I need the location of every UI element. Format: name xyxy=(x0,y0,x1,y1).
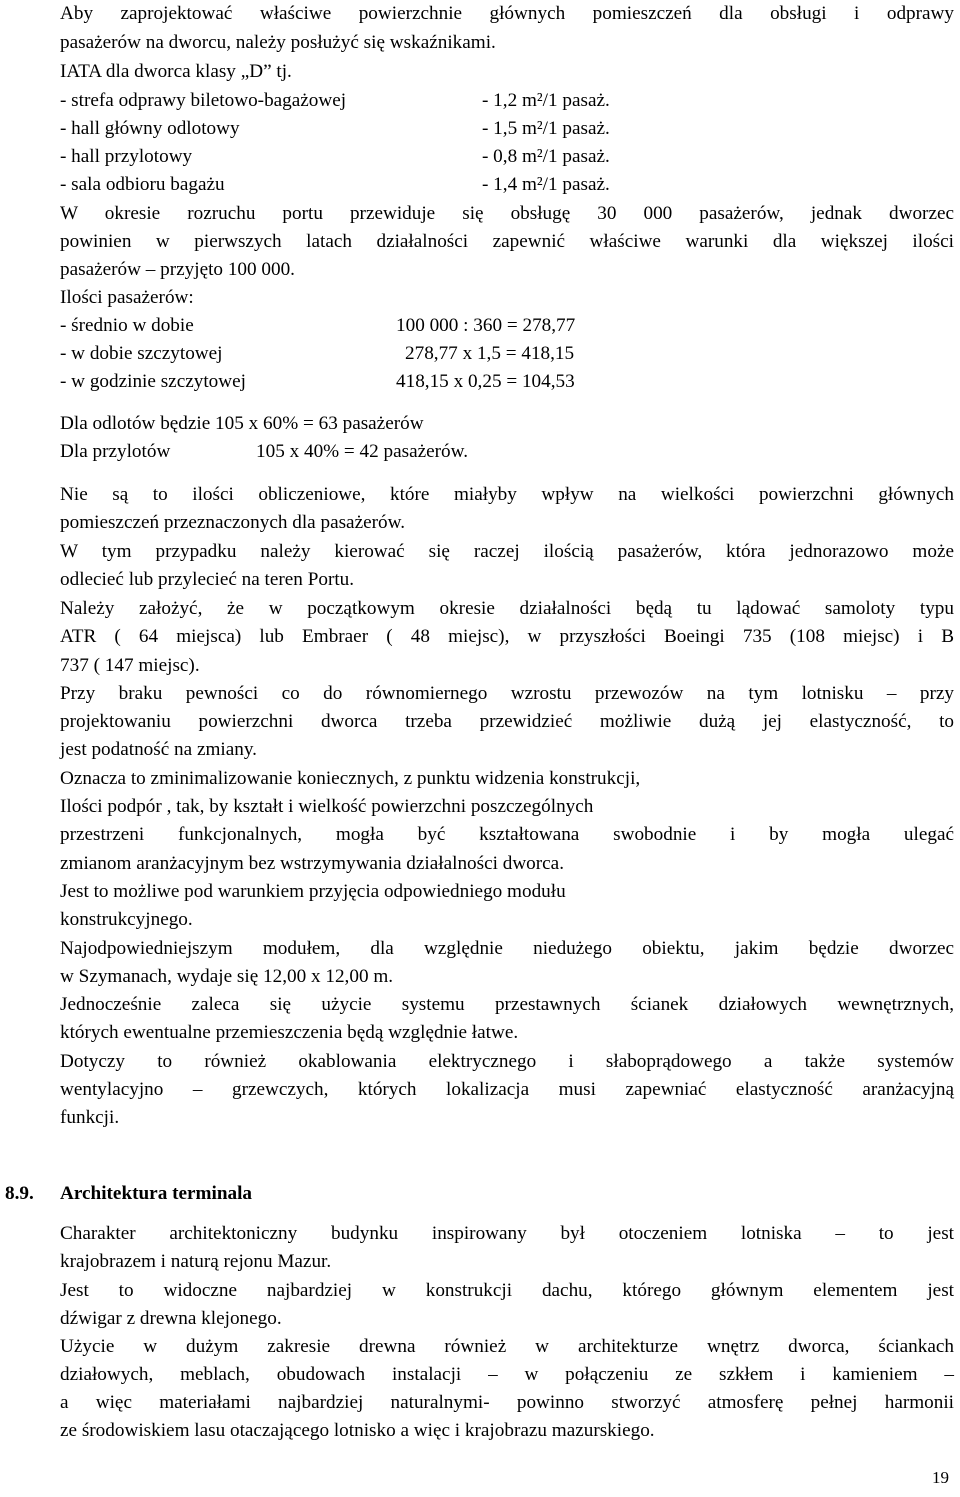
text-line: Jednocześnie zaleca się użycie systemu przestawnych ścianek działowych wewnętrznych, xyxy=(60,994,954,1015)
text-line: funkcji. xyxy=(60,1107,120,1128)
calc-value: 418,15 x 0,25 = 104,53 xyxy=(396,371,575,392)
calc-value: 100 000 : 360 = 278,77 xyxy=(396,315,576,336)
arrivals-label: Dla przylotów xyxy=(60,441,171,462)
iata-label: - hall główny odlotowy xyxy=(60,118,240,139)
iata-label: - sala odbioru bagażu xyxy=(60,174,225,195)
text-line: 737 ( 147 miejsc). xyxy=(60,655,200,676)
text-line: ze środowiskiem lasu otaczającego lotnisko a więc i krajobrazu mazurskiego. xyxy=(60,1420,655,1441)
text-line: powinien w pierwszych latach działalności zapewnić właściwe warunki dla większej ilości xyxy=(60,231,954,252)
text-line: ATR ( 64 miejsca) lub Embraer ( 48 miejsc), w przyszłości Boeingi 735 (108 miejsc) i B xyxy=(60,626,954,647)
iata-value: - 0,8 m²/1 pasaż. xyxy=(482,146,610,167)
text-line: działowych, meblach, obudowach instalacji – w połączeniu ze szkłem i kamieniem – xyxy=(60,1364,954,1385)
text-line: konstrukcyjnego. xyxy=(60,909,193,930)
page-number: 19 xyxy=(932,1468,949,1487)
departures-line: Dla odlotów będzie 105 x 60% = 63 pasażerów xyxy=(60,413,424,434)
text-line: zmianom aranżacyjnym bez wstrzymywania działalności dworca. xyxy=(60,853,564,874)
text-line: pasażerów na dworcu, należy posłużyć się wskaźnikami. xyxy=(60,32,496,53)
text-line: projektowaniu powierzchni dworca trzeba przewidzieć możliwie dużą jej elastyczność, to xyxy=(60,711,954,732)
text-line: Użycie w dużym zakresie drewna również w architekturze wnętrz dworca, ściankach xyxy=(60,1336,954,1357)
text-line: w Szymanach, wydaje się 12,00 x 12,00 m. xyxy=(60,966,394,987)
calc-label: - w godzinie szczytowej xyxy=(60,371,246,392)
text-line: pasażerów – przyjęto 100 000. xyxy=(60,259,295,280)
text-line: Ilości pasażerów: xyxy=(60,287,194,308)
text-line: krajobrazem i naturą rejonu Mazur. xyxy=(60,1251,332,1272)
text-line: Jest to widoczne najbardziej w konstrukcji dachu, którego głównym elementem jest xyxy=(60,1280,954,1301)
iata-value: - 1,5 m²/1 pasaż. xyxy=(482,118,610,139)
text-line: a więc materiałami najbardziej naturalnymi- powinno stworzyć atmosferę pełnej harmonii xyxy=(60,1392,954,1413)
text-line: IATA dla dworca klasy „D” tj. xyxy=(60,61,292,82)
section-title: Architektura terminala xyxy=(60,1183,253,1204)
text-line: których ewentualne przemieszczenia będą względnie łatwe. xyxy=(60,1022,519,1043)
text-line: Przy braku pewności co do równomiernego wzrostu przewozów na tym lotnisku – przy xyxy=(60,683,954,704)
text-line: Oznacza to zminimalizowanie koniecznych, z punktu widzenia konstrukcji, xyxy=(60,768,641,789)
text-line: Aby zaprojektować właściwe powierzchnie głównych pomieszczeń dla obsługi i odprawy xyxy=(60,3,954,24)
arrivals-value: 105 x 40% = 42 pasażerów. xyxy=(256,441,469,462)
text-line: wentylacyjno – grzewczych, których lokalizacja musi zapewniać elastyczność aranżacyjną xyxy=(60,1079,954,1100)
text-line: Charakter architektoniczny budynku inspirowany był otoczeniem lotniska – to jest xyxy=(60,1223,954,1244)
text-line: Jest to możliwe pod warunkiem przyjęcia odpowiedniego modułu xyxy=(60,881,566,902)
calc-value: 278,77 x 1,5 = 418,15 xyxy=(405,343,575,364)
section-number: 8.9. xyxy=(5,1183,34,1204)
iata-value: - 1,2 m²/1 pasaż. xyxy=(482,90,610,111)
text-line: przestrzeni funkcjonalnych, mogła być kształtowana swobodnie i by mogła ulegać xyxy=(60,824,954,845)
text-line: Dotyczy to również okablowania elektrycznego i słaboprądowego a także systemów xyxy=(60,1051,954,1072)
text-line: pomieszczeń przeznaczonych dla pasażerów. xyxy=(60,512,405,533)
text-line: W okresie rozruchu portu przewiduje się obsługę 30 000 pasażerów, jednak dworzec xyxy=(60,203,954,224)
calc-label: - w dobie szczytowej xyxy=(60,343,223,364)
text-line: Najodpowiedniejszym modułem, dla względnie niedużego obiektu, jakim będzie dworzec xyxy=(60,938,954,959)
text-line: W tym przypadku należy kierować się raczej ilością pasażerów, która jednorazowo może xyxy=(60,541,954,562)
iata-label: - hall przylotowy xyxy=(60,146,193,167)
iata-value: - 1,4 m²/1 pasaż. xyxy=(482,174,610,195)
text-line: Nie są to ilości obliczeniowe, które miałyby wpływ na wielkości powierzchni głównych xyxy=(60,484,954,505)
iata-label: - strefa odprawy biletowo-bagażowej xyxy=(60,90,347,111)
text-line: jest podatność na zmiany. xyxy=(60,739,257,760)
calc-label: - średnio w dobie xyxy=(60,315,194,336)
text-line: odlecieć lub przylecieć na teren Portu. xyxy=(60,569,355,590)
text-line: Należy założyć, że w początkowym okresie działalności będą tu lądować samoloty typu xyxy=(60,598,954,619)
text-line: dźwigar z drewna klejonego. xyxy=(60,1308,282,1329)
text-line: Ilości podpór , tak, by kształt i wielkość powierzchni poszczególnych xyxy=(60,796,594,817)
